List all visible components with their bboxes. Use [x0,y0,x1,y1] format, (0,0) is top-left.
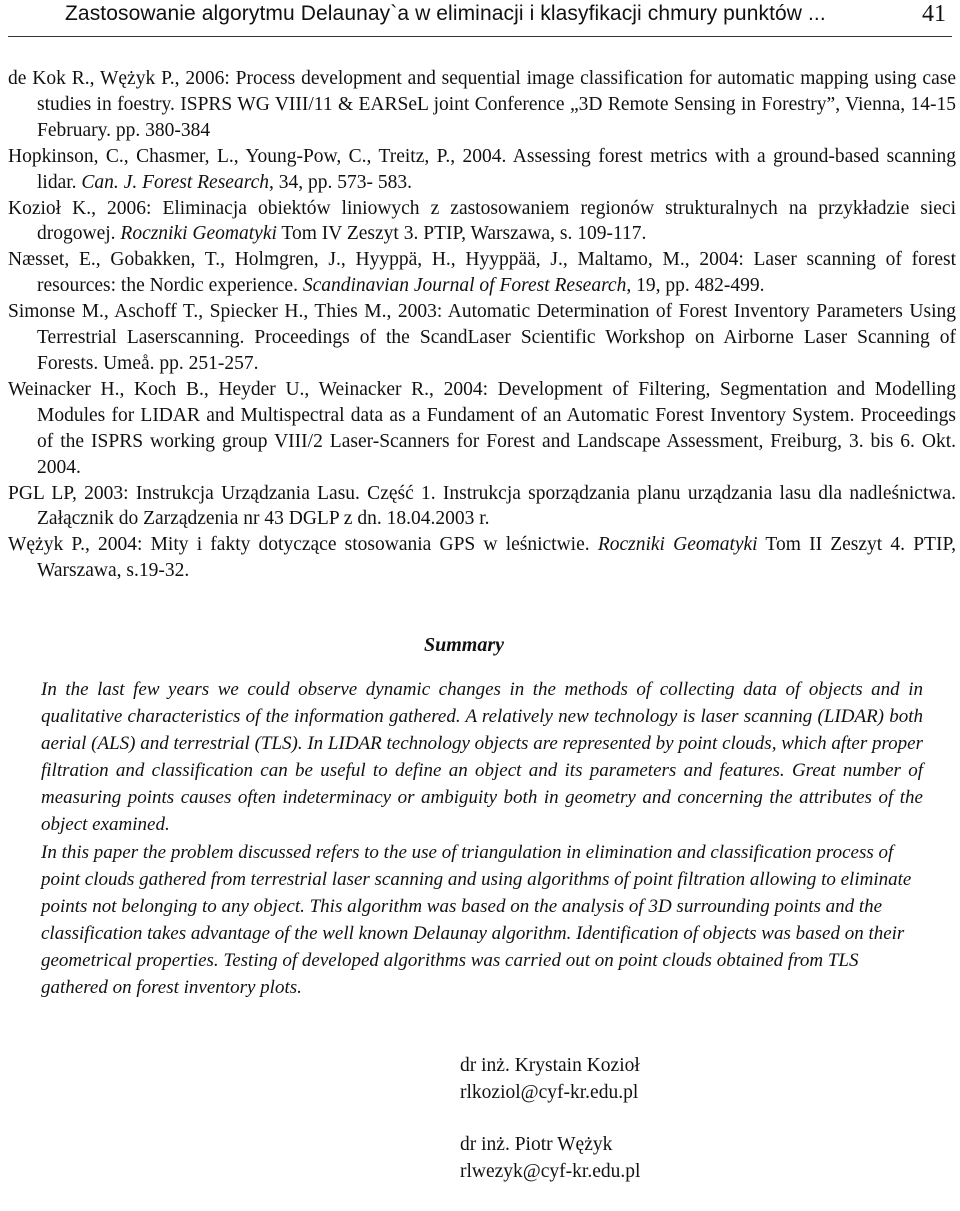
reference-item [8,299,956,377]
author-affiliations [460,1053,860,1211]
reference-item [8,196,956,248]
summary-paragraph: In the last few years we could observe dynamic changes in the methods of collecting data of objects and in qualitative characteristics of the information gathered. A relatively new technology is laser scanning (LIDAR) both aerial (ALS) and terrestrial (TLS). In LIDAR technology objects are represented by point clouds, which after proper filtration and classification can be useful to define an object and its parameters and features. Great number of measuring points causes often indeterminacy or ambiguity both in geometry and concerning the attributes of the object examined. [41,679,923,836]
reference-text: PGL LP, 2003: Instrukcja Urządzania Lasu. Część 1. Instrukcja sporządzania planu urządzania lasu dla nadleśnictwa. Załącznik do Zarządzenia nr 43 DGLP z dn. 18.04.2003 r. [8,482,956,530]
running-title: Zastosowanie algorytmu Delaunay`a w eliminacji i klasyfikacji chmury punktów ... [65,2,826,25]
reference-details: Tom II Zeszyt 4. PTIP, Warszawa, s.19-32. [37,534,957,582]
reference-text: Weinacker H., Koch B., Heyder U., Weinacker R., 2004: Development of Filtering, Segmentation and Modelling Modules for LIDAR and Multispectral data as a Fundament of an Automatic Forest Inventory System. Proceedings of the ISPRS working group VIII/2 Laser-Scanners for Forest and Landscape Assessment, Freiburg, 3. bis 6. Okt. 2004. [8,378,956,478]
reference-journal: Can. J. Forest Research [81,171,269,193]
author-email: rlkoziol@cyf-kr.edu.pl [460,1081,639,1103]
author-name: dr inż. Krystain Kozioł [460,1055,640,1076]
reference-text: Simonse M., Aschoff T., Spiecker H., Thies M., 2003: Automatic Determination of Forest Inventory Parameters Using Terrestrial Laserscanning. Proceedings of the ScandLaser Scientific Workshop on Airborne Laser Scanning of Forests. Umeå. pp. 251-257. [8,301,956,374]
author-block [460,1132,860,1185]
reference-item [8,481,956,533]
reference-item [8,144,956,196]
summary-paragraph: In this paper the problem discussed refers to the use of triangulation in elimination and classification process of point clouds gathered from terrestrial laser scanning and using algorithms of point filtration allowing to eliminate points not belonging to any object. This algorithm was based on the analysis of 3D surrounding points and the classification takes advantage of the well known Delaunay algorithm. Identification of objects was based on their geometrical properties. Testing of developed algorithms was carried out on point clouds obtained from TLS gathered on forest inventory plots. [41,841,912,999]
reference-details: Tom IV Zeszyt 3. PTIP, Warszawa, s. 109-117. [276,223,647,245]
reference-item [8,66,956,144]
reference-journal: Roczniki Geomatyki [120,223,277,245]
reference-item [8,532,956,584]
reference-text: de Kok R., Wężyk P., 2006: Process development and sequential image classification for automatic mapping using case studies in foestry. ISPRS WG VIII/11 & EARSeL joint Conference „3D Remote Sensing in Forestry”, Vienna, 14-15 February. pp. 380-384 [8,68,956,141]
reference-item [8,377,956,481]
reference-journal: Roczniki Geomatyki [597,534,758,556]
reference-journal: Scandinavian Journal of Forest Research [302,275,627,297]
summary-body [41,676,923,1001]
page-number: 41 [922,1,946,27]
reference-details: , 34, pp. 573- 583. [268,171,412,193]
reference-text: Wężyk P., 2004: Mity i fakty dotyczące stosowania GPS w leśnictwie. [8,534,598,556]
summary-heading: Summary [423,634,505,656]
author-name: dr inż. Piotr Wężyk [460,1134,613,1155]
reference-text: Kozioł K., 2006: Eliminacja obiektów liniowych z zastosowaniem regionów strukturalnych na przykładzie sieci drogowej. [8,197,956,245]
references-list [8,66,956,584]
reference-text: Næsset, E., Gobakken, T., Holmgren, J., Hyyppä, H., Hyyppää, J., Maltamo, M., 2004: Laser scanning of forest resources: the Nordic experience. [8,249,956,297]
author-email: rlwezyk@cyf-kr.edu.pl [460,1160,641,1182]
reference-text: Hopkinson, C., Chasmer, L., Young-Pow, C., Treitz, P., 2004. Assessing forest metrics with a ground-based scanning lidar. [8,145,956,193]
author-block [460,1053,860,1106]
reference-item [8,247,956,299]
running-header [8,0,952,37]
reference-details: , 19, pp. 482-499. [626,275,765,297]
